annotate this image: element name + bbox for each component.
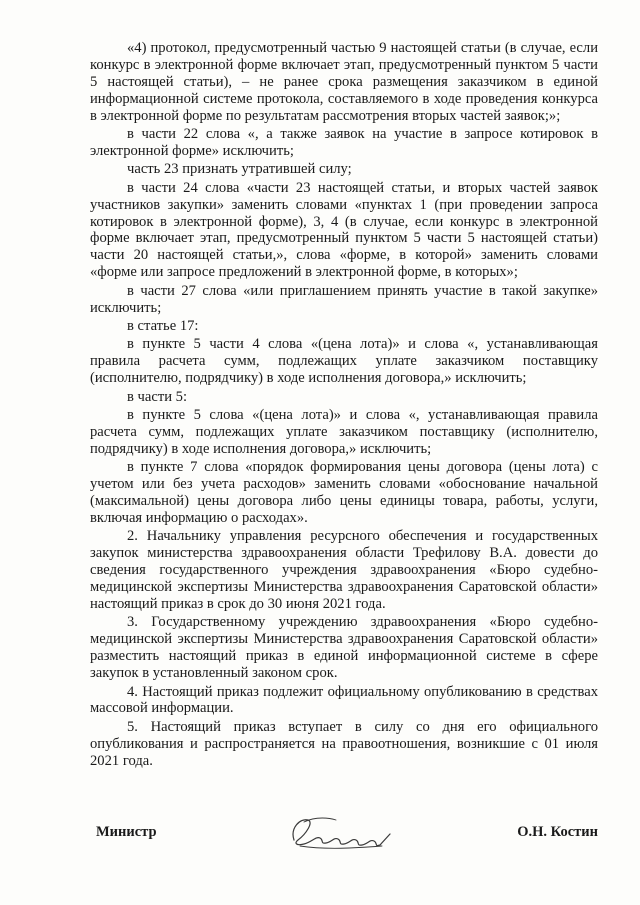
paragraph-6: в статье 17:	[127, 318, 199, 334]
paragraph-1: «4) протокол, предусмотренный частью 9 настоящей статьи (в случае, если конкурс в электронной форме включает этап, предусмотренный пунктом 5 части 5 настоящей статьи), – не ранее срока размещения заказчиком в единой информационной системе протокола, составляемого в ходе проведения конкурса в электронной форме по результатам рассмотрения вторых частей заявок;»;	[90, 40, 598, 124]
signer-position: Министр	[96, 824, 157, 840]
paragraph-9: в пункте 5 слова «(цена лота)» и слова «, устанавливающая правила расчета сумм, подлежащих уплате заказчиком поставщику (исполнителю, подрядчику) в ходе исполнения договора,» исключить;	[90, 407, 598, 457]
paragraph-8: в части 5:	[127, 388, 188, 405]
paragraph-10: в пункте 7 слова «порядок формирования цены договора (цены лота) с учетом или без учета расходов» заменить словами «обоснование начальной (максимальной) цены договора либо цены единицы товара, работы, услуги, включая информацию о расходах».	[90, 459, 598, 526]
paragraph-3: часть 23 признать утратившей силу;	[127, 161, 352, 178]
paragraph-14: 5. Настоящий приказ вступает в силу со дня его официального опубликования и распространяется на правоотношения, возникшие с 01 июля 2021 года.	[90, 718, 598, 769]
paragraph-2: в части 22 слова «, а также заявок на участие в запросе котировок в электронной форме» исключить;	[90, 126, 598, 159]
paragraph-7: в пункте 5 части 4 слова «(цена лота)» и слова «, устанавливающая правила расчета сумм, подлежащих уплате заказчиком поставщику (исполнителю, подрядчику) в ходе исполнения договора,» исключить;	[90, 336, 598, 387]
paragraph-11: 2. Начальнику управления ресурсного обеспечения и государственных закупок министерства здравоохранения области Трефилову В.А. довести до сведения государственного учреждения здравоохранения «Бюро судебно-медицинской экспертизы Министерства здравоохранения Саратовской области» настоящий приказ в срок до 30 июня 2021 года.	[90, 528, 598, 612]
document-body	[90, 40, 598, 771]
paragraph-4: в части 24 слова «части 23 настоящей статьи, и вторых частей заявок участников закупки» заменить словами «пунктах 1 (при проведении запроса котировок в электронной форме), 3, 4 (в случае, если конкурс в электронной форме включает этап, предусмотренный пунктом 5 части 5 настоящей статьи) части 20 настоящей статьи,», слова «форме, в которой» заменить словами «форме или запросе предложений в электронной форме, в которых»;	[90, 179, 598, 281]
signature-block	[96, 816, 598, 856]
paragraph-12: 3. Государственному учреждению здравоохранения «Бюро судебно-медицинской экспертизы Министерства здравоохранения Саратовской области» разместить настоящий приказ в единой информационной системе в сфере закупок в установленный законом срок.	[90, 614, 598, 682]
handwritten-signature	[286, 810, 396, 854]
signer-name: О.Н. Костин	[517, 824, 598, 840]
paragraph-13: 4. Настоящий приказ подлежит официальному опубликованию в средствах массовой информации.	[90, 683, 598, 717]
paragraph-5: в части 27 слова «или приглашением принять участие в такой закупке» исключить;	[90, 282, 598, 316]
